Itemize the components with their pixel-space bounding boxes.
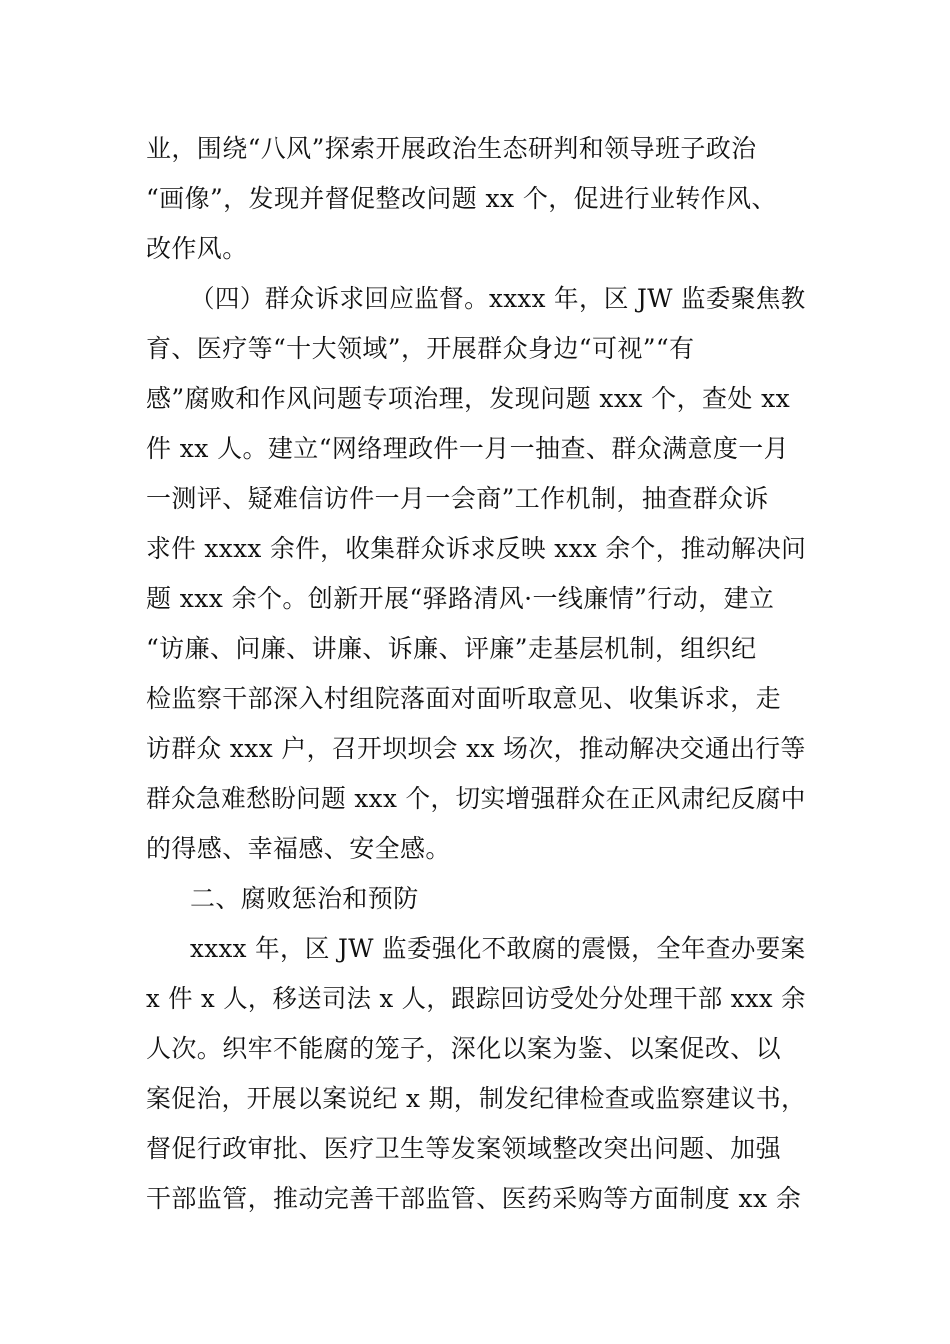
text-line: “画像”，发现并督促整改问题 xx 个，促进行业转作风、 [146, 184, 777, 213]
section-heading: 二、腐败惩治和预防 [190, 884, 419, 913]
text-line: 改作风。 [146, 234, 248, 263]
text-line: 人次。织牢不能腐的笼子，深化以案为鉴、以案促改、以 [146, 1034, 782, 1063]
text-line: x 件 x 人，移送司法 x 人，跟踪回访受处分处理干部 xxx 余 [146, 984, 806, 1013]
text-line: 群众急难愁盼问题 xxx 个，切实增强群众在正风肃纪反腐中 [146, 784, 806, 813]
text-line: 案促治，开展以案说纪 x 期，制发纪律检查或监察建议书， [146, 1084, 807, 1113]
text-line: 访群众 xxx 户，召开坝坝会 xx 场次，推动解决交通出行等 [146, 734, 806, 763]
text-line: 求件 xxxx 余件，收集群众诉求反映 xxx 余个，推动解决问 [146, 534, 807, 563]
text-line: 检监察干部深入村组院落面对面听取意见、收集诉求，走 [146, 684, 782, 713]
text-line: “访廉、问廉、讲廉、诉廉、评廉”走基层机制，组织纪 [146, 634, 757, 663]
text-line: 件 xx 人。建立“网络理政件一月一抽查、群众满意度一月 [146, 434, 790, 463]
text-line: 感”腐败和作风问题专项治理，发现问题 xxx 个，查处 xx [146, 384, 791, 413]
text-line: 干部监管，推动完善干部监管、医药采购等方面制度 xx 余 [146, 1184, 802, 1213]
text-line: 一测评、疑难信访件一月一会商”工作机制，抽查群众诉 [146, 484, 769, 513]
text-line: 业，围绕“八风”探索开展政治生态研判和领导班子政治 [146, 134, 757, 163]
text-line: 督促行政审批、医疗卫生等发案领域整改突出问题、加强 [146, 1134, 782, 1163]
text-line: 题 xxx 余个。创新开展“驿路清风·一线廉情”行动，建立 [146, 584, 775, 613]
section-heading: （四）群众诉求回应监督。xxxx 年，区 JW 监委聚焦教 [190, 284, 806, 313]
text-line: 育、医疗等“十大领域”，开展群众身边“可视”“有 [146, 334, 695, 363]
text-line: xxxx 年，区 JW 监委强化不敢腐的震慑，全年查办要案 [190, 934, 806, 963]
text-line: 的得感、幸福感、安全感。 [146, 834, 451, 863]
